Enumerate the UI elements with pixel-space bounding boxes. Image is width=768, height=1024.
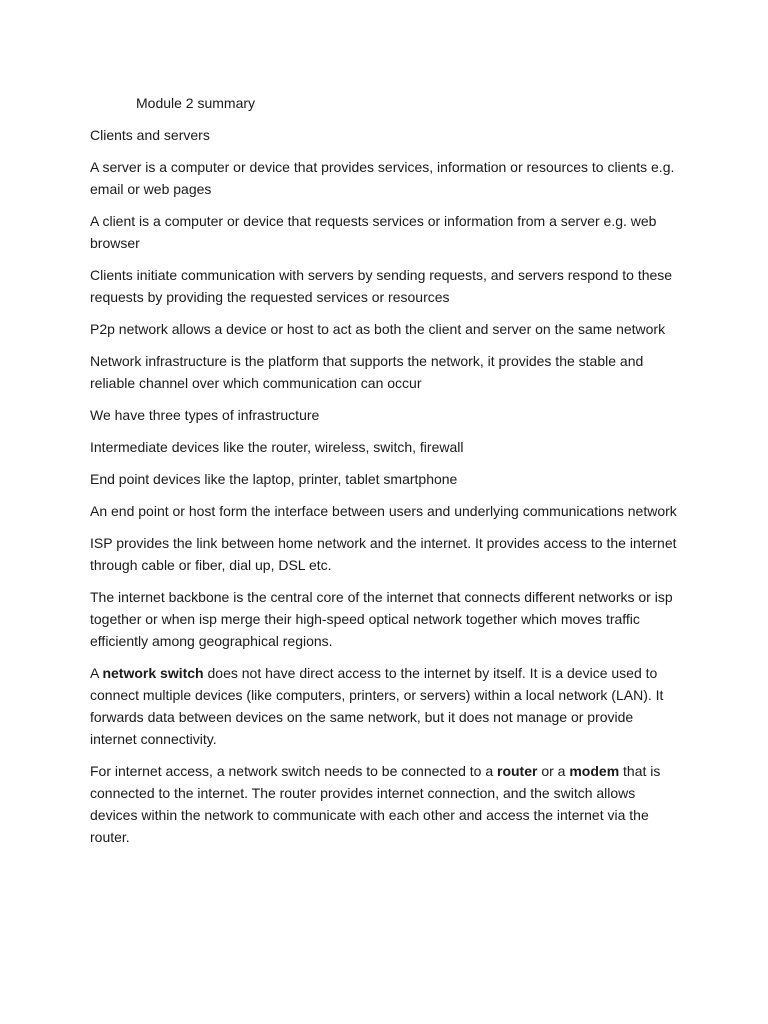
paragraph-router (90, 760, 682, 848)
modem-bold-term: modem (569, 763, 620, 779)
document-title: Module 2 summary (136, 95, 256, 111)
router-bold-term: router (497, 763, 538, 779)
paragraph-isp: ISP provides the link between home network and the internet. It provides access to the internet through cable or fiber, dial up, DSL etc. (90, 535, 677, 573)
paragraph-network-switch (90, 662, 682, 750)
switch-prefix: A (90, 665, 103, 681)
paragraph-p2p: P2p network allows a device or host to act as both the client and server on the same network (90, 321, 666, 337)
switch-bold-term: network switch (102, 665, 204, 681)
router-rest: that is connected to the internet. The router provides internet connection, and the switch allows devices within the network to communicate with each other and access the internet via the router. (90, 763, 661, 845)
paragraph-client: A client is a computer or device that requests services or information from a server e.g. web browser (90, 213, 657, 251)
paragraph-end-point-devices: End point devices like the laptop, printer, tablet smartphone (90, 471, 458, 487)
paragraph-backbone: The internet backbone is the central core of the internet that connects different networks or isp together or when isp merge their high-speed optical network together which moves traffic efficiently among geographical regions. (90, 589, 673, 649)
paragraph-end-point-host: An end point or host form the interface between users and underlying communications network (90, 503, 677, 519)
document-page (90, 92, 682, 858)
paragraph-communication: Clients initiate communication with servers by sending requests, and servers respond to these requests by providing the requested services or resources (90, 267, 673, 305)
paragraph-infrastructure-types: We have three types of infrastructure (90, 407, 320, 423)
paragraph-infrastructure: Network infrastructure is the platform that supports the network, it provides the stable and reliable channel over which communication can occur (90, 353, 644, 391)
router-prefix: For internet access, a network switch needs to be connected to a (90, 763, 497, 779)
switch-rest: does not have direct access to the internet by itself. It is a device used to connect multiple devices (like computers, printers, or servers) within a local network (LAN). It forwards data between devices on the same network, but it does not manage or provide internet connectivity. (90, 665, 664, 747)
router-middle: or a (537, 763, 570, 779)
section-heading: Clients and servers (90, 127, 210, 143)
paragraph-intermediate-devices: Intermediate devices like the router, wireless, switch, firewall (90, 439, 464, 455)
paragraph-server: A server is a computer or device that provides services, information or resources to clients e.g. email or web pages (90, 159, 675, 197)
